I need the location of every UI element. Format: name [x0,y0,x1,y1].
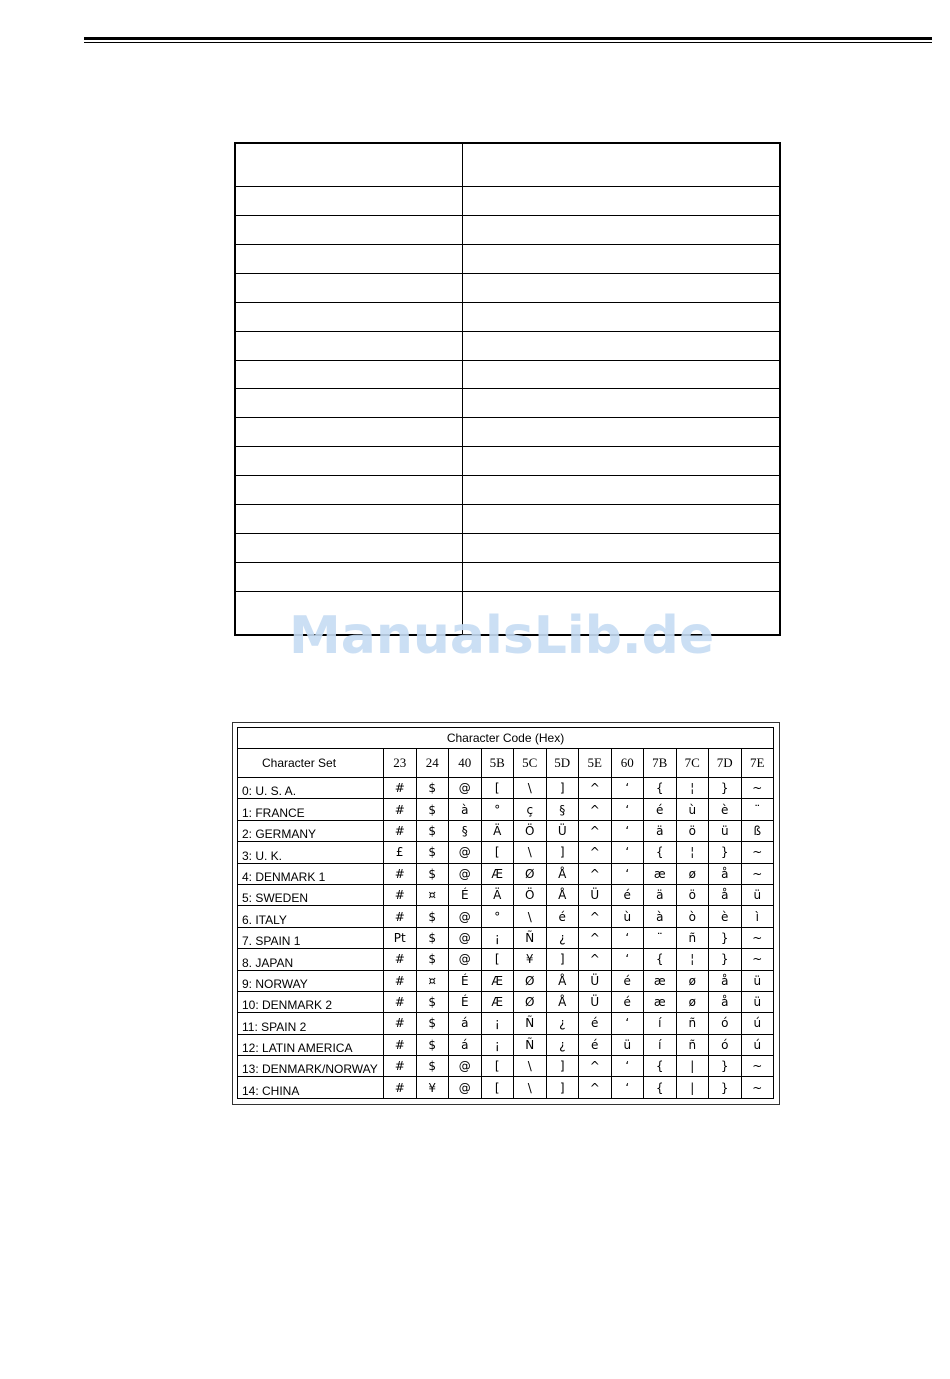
blank-cell [463,476,781,505]
character-cell: é [644,799,677,820]
character-cell: ° [481,906,514,927]
character-cell: ~ [741,949,774,970]
character-cell: é [611,991,644,1012]
character-cell: \ [514,778,547,799]
hex-code-header: 5B [481,749,514,778]
character-cell: ù [611,906,644,927]
character-cell: í [644,1013,677,1034]
character-cell: Pt [384,927,417,948]
character-set-header: Character Set [238,749,384,778]
character-cell: É [449,991,482,1012]
character-cell: ‘ [611,799,644,820]
hex-code-header: 24 [416,749,449,778]
character-cell: ~ [741,1077,774,1099]
table-row [238,991,774,1012]
blank-cell [235,273,463,302]
character-cell: \ [514,1056,547,1077]
character-set-name: 7. SPAIN 1 [238,927,384,948]
character-cell: ‘ [611,1013,644,1034]
header-rule-thin [84,42,932,43]
character-cell: Ñ [514,927,547,948]
character-cell: æ [644,970,677,991]
character-cell: Ü [579,991,612,1012]
watermark: ManualsLib.de [289,606,715,666]
character-cell: Å [546,884,579,905]
character-cell: $ [416,1034,449,1055]
character-cell: Ö [514,884,547,905]
character-cell: # [384,1013,417,1034]
blank-cell [235,302,463,331]
character-cell: # [384,820,417,841]
character-cell: [ [481,1077,514,1099]
character-cell: ¥ [514,949,547,970]
table-row [238,884,774,905]
character-set-name: 9: NORWAY [238,970,384,991]
character-cell: # [384,778,417,799]
character-cell: } [709,927,742,948]
character-cell: Ñ [514,1034,547,1055]
character-set-name: 5: SWEDEN [238,884,384,905]
character-cell: ó [709,1034,742,1055]
character-cell: ¿ [546,927,579,948]
character-cell: # [384,970,417,991]
character-cell: # [384,863,417,884]
character-cell: Ü [579,970,612,991]
character-cell: ò [676,906,709,927]
blank-cell [235,244,463,273]
table-row [238,927,774,948]
character-cell: ^ [579,778,612,799]
blank-cell [235,186,463,215]
character-cell: ~ [741,778,774,799]
character-cell: $ [416,1056,449,1077]
character-cell: é [579,1013,612,1034]
character-cell: ¦ [676,842,709,863]
character-cell: é [579,1034,612,1055]
character-cell: ø [676,863,709,884]
blank-cell [463,447,781,476]
character-cell: $ [416,949,449,970]
character-cell: ‘ [611,863,644,884]
character-cell: @ [449,927,482,948]
hex-code-header: 5D [546,749,579,778]
blank-table-row [235,389,780,418]
character-set-name: 4: DENMARK 1 [238,863,384,884]
blank-cell [463,143,781,186]
character-cell: Ñ [514,1013,547,1034]
character-cell: ‘ [611,820,644,841]
hex-code-header: 7B [644,749,677,778]
blank-cell [463,215,781,244]
character-cell: ¦ [676,778,709,799]
table-row [238,842,774,863]
character-set-name: 11: SPAIN 2 [238,1013,384,1034]
blank-cell [463,534,781,563]
character-code-table [237,727,774,1099]
character-cell: à [644,906,677,927]
character-cell: $ [416,863,449,884]
character-cell: $ [416,927,449,948]
blank-cell [235,563,463,592]
character-cell: ^ [579,863,612,884]
character-set-name: 3: U. K. [238,842,384,863]
character-cell: { [644,949,677,970]
character-cell: \ [514,906,547,927]
character-cell: # [384,906,417,927]
character-cell: { [644,778,677,799]
blank-cell [235,331,463,360]
blank-table-row [235,534,780,563]
hex-code-header: 5C [514,749,547,778]
character-cell: ] [546,949,579,970]
blank-cell [235,360,463,389]
character-cell: ‘ [611,778,644,799]
blank-table-row [235,360,780,389]
table-row [238,1013,774,1034]
character-cell: É [449,970,482,991]
blank-table-row [235,273,780,302]
character-cell: Ö [514,820,547,841]
character-cell: Ä [481,884,514,905]
character-cell: # [384,1077,417,1099]
hex-code-header: 60 [611,749,644,778]
blank-cell [235,389,463,418]
character-set-name: 12: LATIN AMERICA [238,1034,384,1055]
blank-cell [235,505,463,534]
table-row [238,1077,774,1099]
hex-code-header: 23 [384,749,417,778]
character-cell: ~ [741,927,774,948]
character-cell: ü [709,820,742,841]
blank-table-row [235,302,780,331]
character-cell: $ [416,842,449,863]
character-cell: ç [514,799,547,820]
character-cell: å [709,863,742,884]
character-cell: ì [741,906,774,927]
character-cell: ] [546,778,579,799]
character-cell: ^ [579,820,612,841]
blank-cell [463,244,781,273]
character-cell: ‘ [611,1077,644,1099]
character-cell: $ [416,778,449,799]
table-caption: Character Code (Hex) [238,728,774,749]
character-cell: Ø [514,970,547,991]
blank-cell [235,418,463,447]
blank-cell [235,534,463,563]
character-cell: ß [741,820,774,841]
character-cell: ¤ [416,884,449,905]
character-cell: ‘ [611,842,644,863]
blank-table-row [235,476,780,505]
character-cell: ù [676,799,709,820]
character-cell: $ [416,799,449,820]
character-cell: ¿ [546,1034,579,1055]
character-cell: å [709,991,742,1012]
blank-cell [463,418,781,447]
character-cell: @ [449,1077,482,1099]
character-cell: ^ [579,949,612,970]
character-cell: ¡ [481,927,514,948]
character-cell: ~ [741,863,774,884]
character-cell: ^ [579,906,612,927]
blank-cell [235,143,463,186]
table-row [238,1056,774,1077]
hex-code-header: 5E [579,749,612,778]
character-cell: Å [546,970,579,991]
character-cell: ¨ [644,927,677,948]
blank-table-row [235,186,780,215]
blank-cell [463,389,781,418]
blank-cell [463,331,781,360]
table-row [238,820,774,841]
character-cell: @ [449,778,482,799]
character-cell: { [644,1056,677,1077]
character-cell: # [384,1056,417,1077]
character-cell: å [709,970,742,991]
character-set-name: 6. ITALY [238,906,384,927]
character-cell: Ø [514,991,547,1012]
blank-cell [235,476,463,505]
character-cell: ü [741,970,774,991]
character-cell: ü [741,991,774,1012]
character-set-name: 13: DENMARK/NORWAY [238,1056,384,1077]
character-cell: @ [449,949,482,970]
character-cell: @ [449,1056,482,1077]
character-cell: \ [514,842,547,863]
blank-cell [463,273,781,302]
character-cell: Å [546,863,579,884]
character-cell: ü [611,1034,644,1055]
hex-code-header: 7D [709,749,742,778]
character-cell: $ [416,820,449,841]
character-cell: § [449,820,482,841]
character-set-name: 0: U. S. A. [238,778,384,799]
character-cell: è [709,799,742,820]
character-cell: ¥ [416,1077,449,1099]
character-cell: è [709,906,742,927]
character-cell: \ [514,1077,547,1099]
hex-code-header: 40 [449,749,482,778]
character-set-name: 8. JAPAN [238,949,384,970]
table-row [238,799,774,820]
character-cell: É [449,884,482,905]
character-cell: [ [481,1056,514,1077]
character-cell: ‘ [611,949,644,970]
blank-table-row [235,331,780,360]
character-cell: ¤ [416,970,449,991]
blank-cell [235,447,463,476]
character-cell: | [676,1077,709,1099]
character-cell: é [611,884,644,905]
blank-cell [235,215,463,244]
character-cell: § [546,799,579,820]
character-cell: } [709,949,742,970]
character-cell: Ø [514,863,547,884]
character-cell: ‘ [611,1056,644,1077]
character-cell: { [644,1077,677,1099]
hex-code-header: 7C [676,749,709,778]
blank-table-row [235,215,780,244]
character-cell: } [709,1056,742,1077]
character-cell: Æ [481,863,514,884]
character-cell: é [546,906,579,927]
character-cell: ¡ [481,1034,514,1055]
blank-table-row [235,418,780,447]
character-cell: å [709,884,742,905]
character-cell: $ [416,1013,449,1034]
character-cell: [ [481,949,514,970]
character-cell: æ [644,863,677,884]
character-cell: ^ [579,1077,612,1099]
character-cell: ^ [579,927,612,948]
character-cell: ü [741,884,774,905]
character-cell: Æ [481,970,514,991]
blank-table-row [235,563,780,592]
character-cell: Æ [481,991,514,1012]
character-cell: ¦ [676,949,709,970]
character-cell: ¿ [546,1013,579,1034]
character-cell: | [676,1056,709,1077]
table-row [238,970,774,991]
character-cell: # [384,949,417,970]
table-row [238,906,774,927]
character-cell: } [709,778,742,799]
character-cell: ö [676,820,709,841]
character-cell: ä [644,884,677,905]
character-set-name: 1: FRANCE [238,799,384,820]
character-cell: á [449,1034,482,1055]
character-cell: @ [449,863,482,884]
character-cell: ] [546,1077,579,1099]
character-cell: í [644,1034,677,1055]
blank-table-row [235,505,780,534]
character-cell: @ [449,906,482,927]
character-cell: á [449,1013,482,1034]
blank-cell [463,186,781,215]
character-cell: æ [644,991,677,1012]
character-cell: # [384,1034,417,1055]
blank-table-row [235,447,780,476]
character-cell: $ [416,991,449,1012]
character-cell: ^ [579,799,612,820]
character-cell: [ [481,842,514,863]
character-cell: Ü [546,820,579,841]
character-set-name: 14: CHINA [238,1077,384,1099]
character-cell: ‘ [611,927,644,948]
character-cell: é [611,970,644,991]
character-cell: [ [481,778,514,799]
header-rule-thick [84,37,932,40]
character-cell: ú [741,1034,774,1055]
character-cell: ^ [579,1056,612,1077]
character-cell: à [449,799,482,820]
table-row [238,778,774,799]
character-cell: # [384,799,417,820]
character-cell: } [709,1077,742,1099]
character-cell: ~ [741,842,774,863]
character-cell: ñ [676,1034,709,1055]
blank-cell [463,302,781,331]
character-cell: ] [546,842,579,863]
character-cell: ¨ [741,799,774,820]
character-set-name: 2: GERMANY [238,820,384,841]
character-cell: ø [676,991,709,1012]
table-row [238,863,774,884]
character-cell: ñ [676,927,709,948]
character-cell: ö [676,884,709,905]
blank-cell [463,505,781,534]
character-cell: # [384,991,417,1012]
character-cell: Å [546,991,579,1012]
character-cell: { [644,842,677,863]
table-row [238,949,774,970]
character-cell: ñ [676,1013,709,1034]
character-cell: ø [676,970,709,991]
blank-cell [463,360,781,389]
character-cell: ~ [741,1056,774,1077]
character-cell: ¡ [481,1013,514,1034]
character-cell: @ [449,842,482,863]
table-row [238,1034,774,1055]
character-cell: ó [709,1013,742,1034]
character-cell: Ä [481,820,514,841]
character-cell: Ü [579,884,612,905]
character-cell: } [709,842,742,863]
hex-code-header: 7E [741,749,774,778]
character-cell: ] [546,1056,579,1077]
character-cell: ú [741,1013,774,1034]
blank-cell [463,563,781,592]
character-cell: £ [384,842,417,863]
character-set-name: 10: DENMARK 2 [238,991,384,1012]
character-cell: ° [481,799,514,820]
character-cell: ä [644,820,677,841]
character-cell: ^ [579,842,612,863]
character-cell: # [384,884,417,905]
blank-table-row [235,244,780,273]
blank-table-row [235,143,780,186]
blank-table [234,142,781,636]
character-cell: $ [416,906,449,927]
